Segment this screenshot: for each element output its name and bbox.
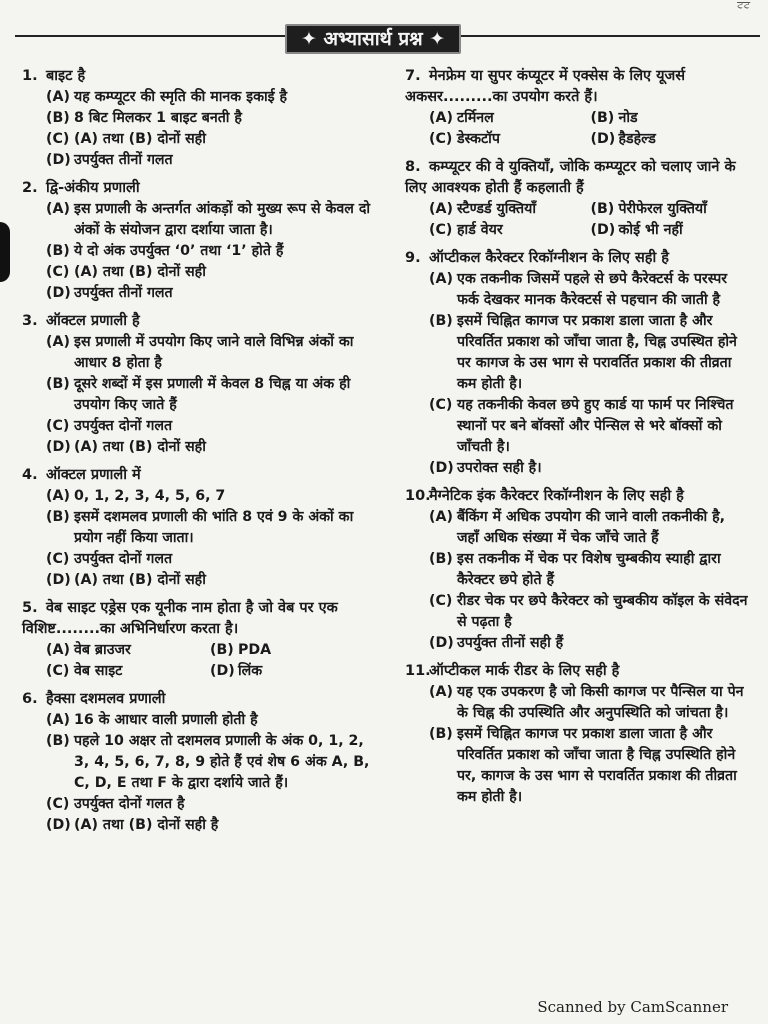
option-label: (A) — [46, 712, 70, 728]
option-text: 16 के आधार वाली प्रणाली होती है — [74, 712, 258, 728]
question-block — [405, 66, 750, 150]
question-heading — [405, 486, 750, 507]
option-item — [589, 129, 751, 150]
option-text: इस प्रणाली के अन्तर्गत आंकड़ों को मुख्य रूप से केवल दो अंकों के संयोजन द्वारा दर्शाया जाता है। — [74, 201, 371, 238]
option-item — [44, 87, 372, 108]
option-text: इस प्रणाली में उपयोग किए जाने वाले विभिन्न अंकों का आधार 8 होता है — [74, 334, 354, 371]
option-label: (D) — [46, 439, 71, 455]
option-label: (C) — [46, 551, 70, 567]
option-label: (D) — [590, 222, 616, 238]
question-text: ऑक्टल प्रणाली में — [46, 467, 141, 483]
question-text: ऑप्टीकल मार्क रीडर के लिए सही है — [429, 663, 620, 679]
question-text: बाइट है — [46, 68, 86, 84]
question-block — [22, 598, 372, 682]
option-item — [208, 661, 372, 682]
option-item — [427, 269, 750, 311]
option-text: (A) तथा (B) दोनों सही — [74, 572, 206, 588]
option-text: ये दो अंक उपर्युक्त ‘0’ तथा ‘1’ होते हैं — [74, 243, 284, 259]
option-item — [44, 507, 372, 549]
question-number: 6. — [22, 691, 38, 707]
question-number: 8. — [405, 159, 421, 175]
option-item — [44, 549, 372, 570]
question-block — [405, 157, 750, 241]
question-heading — [22, 465, 372, 486]
question-heading — [22, 689, 372, 710]
options-grid — [44, 640, 372, 682]
question-text: ऑप्टीकल कैरेक्टर रिकॉग्नीशन के लिए सही है — [429, 250, 669, 266]
option-item — [44, 262, 372, 283]
option-item — [44, 283, 372, 304]
question-text: कम्प्यूटर की वे युक्तियाँ, जोकि कम्प्यूटर को चलाए जाने के लिए आवश्यक होती हैं कहलाती हैं — [405, 159, 736, 196]
question-heading — [22, 311, 372, 332]
option-item — [44, 815, 372, 836]
question-heading — [22, 598, 372, 640]
option-item — [44, 129, 372, 150]
option-text: PDA — [238, 642, 272, 658]
option-label: (C) — [46, 663, 70, 679]
question-block — [405, 248, 750, 479]
option-text: उपरोक्त सही है। — [457, 460, 542, 476]
binding-mark — [0, 222, 10, 282]
option-label: (B) — [210, 642, 234, 658]
option-label: (B) — [46, 509, 70, 525]
option-item — [44, 199, 372, 241]
option-item — [208, 640, 372, 661]
option-label: (A) — [429, 684, 453, 700]
question-text: हैक्सा दशमलव प्रणाली — [46, 691, 166, 707]
option-label: (A) — [429, 201, 453, 217]
option-label: (A) — [429, 509, 453, 525]
option-label: (C) — [46, 131, 70, 147]
option-text: डेस्कटॉप — [457, 131, 500, 147]
options-grid — [427, 108, 750, 150]
question-text: वेब साइट एड्रेस एक यूनीक नाम होता है जो वेब पर एक विशिष्ट........का अभिनिर्धारण करता है। — [22, 600, 338, 637]
question-heading — [405, 157, 750, 199]
option-text: रीडर चेक पर छपे कैरेक्टर को चुम्बकीय कॉइल के संवेदन से पढ़ता है — [457, 593, 748, 630]
question-block — [22, 311, 372, 458]
option-label: (C) — [429, 131, 453, 147]
option-label: (D) — [429, 635, 454, 651]
option-item — [427, 220, 589, 241]
option-text: यह तकनीकी केवल छपे हुए कार्ड या फार्म पर निश्चित स्थानों पर बने बॉक्सों और पेन्सिल से भरे बॉक्सों को जाँचती है। — [457, 397, 734, 455]
question-text: मेनफ्रेम या सुपर कंप्यूटर में एक्सेस के लिए यूजर्स अकसर.........का उपयोग करते हैं। — [405, 68, 686, 105]
question-heading — [405, 248, 750, 269]
option-item — [44, 374, 372, 416]
question-heading — [22, 66, 372, 87]
option-label: (A) — [46, 201, 70, 217]
option-item — [427, 591, 750, 633]
option-label: (B) — [429, 313, 453, 329]
option-item — [44, 108, 372, 129]
option-text: यह एक उपकरण है जो किसी कागज पर पैन्सिल या पेन के चिह्न की उपस्थिति और अनुपस्थिति को जांचता है। — [457, 684, 744, 721]
option-text: लिंक — [238, 663, 263, 679]
option-item — [427, 458, 750, 479]
option-text: वेब साइट — [74, 663, 123, 679]
option-label: (C) — [429, 397, 453, 413]
option-label: (D) — [46, 152, 71, 168]
question-number: 1. — [22, 68, 38, 84]
question-number: 5. — [22, 600, 38, 616]
option-text: इसमें चिह्नित कागज पर प्रकाश डाला जाता है और परिवर्तित प्रकाश को जाँचा जाता है चिह्न उपस्थिति होने पर, कागज के उस भाग से परावर्तित प्रकाश की तीव्रता कम होती है। — [457, 726, 737, 805]
option-text: हैडहेल्ड — [618, 131, 656, 147]
question-text: ऑक्टल प्रणाली है — [46, 313, 140, 329]
question-number: 11. — [405, 663, 431, 679]
option-item — [44, 241, 372, 262]
option-item — [44, 661, 208, 682]
option-text: उपर्युक्त दोनों गलत है — [74, 796, 185, 812]
option-item — [44, 731, 372, 794]
option-text: (A) तथा (B) दोनों सही — [74, 439, 206, 455]
page-title: ✦ अभ्यासार्थ प्रश्न ✦ — [285, 24, 461, 54]
option-item — [427, 395, 750, 458]
option-item — [427, 633, 750, 654]
option-label: (C) — [46, 418, 70, 434]
question-heading — [22, 178, 372, 199]
option-item — [44, 794, 372, 815]
option-item — [44, 416, 372, 437]
option-label: (D) — [46, 817, 71, 833]
option-text: नोड — [618, 110, 638, 126]
option-label: (B) — [590, 201, 615, 217]
option-label: (B) — [46, 110, 70, 126]
option-text: उपर्युक्त तीनों सही हैं — [457, 635, 564, 651]
option-text: पहले 10 अक्षर तो दशमलव प्रणाली के अंक 0, 1, 2, 3, 4, 5, 6, 7, 8, 9 होते हैं एवं शेष 6 अंक A, B, C, D, E तथा F के द्वारा दर्शाये जाते हैं। — [74, 733, 370, 791]
option-text: कोई भी नहीं — [618, 222, 683, 238]
question-number: 3. — [22, 313, 38, 329]
question-block — [22, 465, 372, 591]
option-label: (B) — [46, 376, 70, 392]
question-text: मैग्नेटिक इंक कैरेक्टर रिकॉग्नीशन के लिए सही है — [429, 488, 684, 504]
option-label: (A) — [46, 89, 70, 105]
option-item — [427, 311, 750, 395]
option-text: 8 बिट मिलकर 1 बाइट बनती है — [74, 110, 242, 126]
option-item — [44, 150, 372, 171]
option-label: (C) — [429, 593, 453, 609]
question-number: 10. — [405, 488, 431, 504]
option-label: (A) — [46, 488, 70, 504]
question-block — [405, 486, 750, 654]
question-block — [22, 66, 372, 171]
option-text: दूसरे शब्दों में इस प्रणाली में केवल 8 चिह्न या अंक ही उपयोग किए जाते हैं — [74, 376, 351, 413]
option-text: पेरीफेरल युक्तियाँ — [618, 201, 707, 217]
option-label: (B) — [429, 551, 453, 567]
option-item — [44, 437, 372, 458]
option-label: (A) — [46, 642, 70, 658]
option-text: वेब ब्राउजर — [74, 642, 131, 658]
option-label: (B) — [46, 243, 70, 259]
question-block — [22, 178, 372, 304]
option-label: (D) — [429, 460, 454, 476]
option-item — [589, 108, 751, 129]
option-item — [44, 570, 372, 591]
option-label: (A) — [429, 271, 453, 287]
option-label: (C) — [46, 796, 70, 812]
option-text: यह कम्प्यूटर की स्मृति की मानक इकाई है — [74, 89, 288, 105]
option-text: इस तकनीक में चेक पर विशेष चुम्बकीय स्याही द्वारा कैरेक्टर छपे होते हैं — [457, 551, 721, 588]
option-label: (B) — [46, 733, 70, 749]
page-corner-text: ਟਟ — [737, 0, 750, 11]
option-text: उपर्युक्त तीनों गलत — [74, 152, 173, 168]
option-label: (D) — [590, 131, 616, 147]
option-text: (A) तथा (B) दोनों सही है — [74, 817, 219, 833]
question-block — [405, 661, 750, 808]
option-item — [44, 640, 208, 661]
option-label: (D) — [46, 572, 71, 588]
options-grid — [427, 199, 750, 241]
option-text: हार्ड वेयर — [457, 222, 503, 238]
question-number: 4. — [22, 467, 38, 483]
right-column — [405, 66, 750, 815]
question-number: 9. — [405, 250, 421, 266]
option-item — [427, 549, 750, 591]
question-heading — [405, 66, 750, 108]
option-text: इसमें चिह्नित कागज पर प्रकाश डाला जाता है और परिवर्तित प्रकाश को जाँचा जाता है, चिह्न उपस्थित होने पर कागज के उस भाग से परावर्तित प्रकाश की तीव्रता कम होती है। — [457, 313, 737, 392]
option-item — [44, 486, 372, 507]
option-item — [427, 199, 589, 220]
option-label: (C) — [46, 264, 70, 280]
option-label: (B) — [429, 726, 453, 742]
option-label: (D) — [210, 663, 235, 679]
option-item — [589, 199, 751, 220]
option-text: उपर्युक्त दोनों गलत — [74, 551, 173, 567]
option-text: एक तकनीक जिसमें पहले से छपे कैरेक्टर्स के परस्पर फर्क देखकर मानक कैरेक्टर्स से पहचान की जाती है — [457, 271, 728, 308]
option-text: 0, 1, 2, 3, 4, 5, 6, 7 — [74, 488, 226, 504]
option-label: (A) — [429, 110, 453, 126]
option-text: इसमें दशमलव प्रणाली की भांति 8 एवं 9 के अंकों का प्रयोग नहीं किया जाता। — [74, 509, 354, 546]
option-item — [427, 129, 589, 150]
question-text: द्वि-अंकीय प्रणाली — [46, 180, 140, 196]
option-item — [427, 507, 750, 549]
question-number: 7. — [405, 68, 421, 84]
option-item — [427, 108, 589, 129]
option-text: टर्मिनल — [457, 110, 494, 126]
option-item — [427, 724, 750, 808]
question-block — [22, 689, 372, 836]
option-item — [589, 220, 751, 241]
option-text: (A) तथा (B) दोनों सही — [74, 264, 206, 280]
option-label: (A) — [46, 334, 70, 350]
option-item — [44, 332, 372, 374]
question-number: 2. — [22, 180, 38, 196]
option-label: (B) — [590, 110, 615, 126]
option-label: (D) — [46, 285, 71, 301]
option-text: उपर्युक्त दोनों गलत — [74, 418, 173, 434]
option-text: स्टैण्डर्ड युक्तियाँ — [457, 201, 537, 217]
option-label: (C) — [429, 222, 453, 238]
left-column — [22, 66, 372, 843]
option-item — [44, 710, 372, 731]
option-text: बैंकिंग में अधिक उपयोग की जाने वाली तकनीकी है, जहाँ अधिक संख्या में चेक जाँचे जाते हैं — [457, 509, 726, 546]
question-heading — [405, 661, 750, 682]
option-item — [427, 682, 750, 724]
option-text: उपर्युक्त तीनों गलत — [74, 285, 173, 301]
scanner-watermark: Scanned by CamScanner — [537, 998, 728, 1016]
option-text: (A) तथा (B) दोनों सही — [74, 131, 206, 147]
